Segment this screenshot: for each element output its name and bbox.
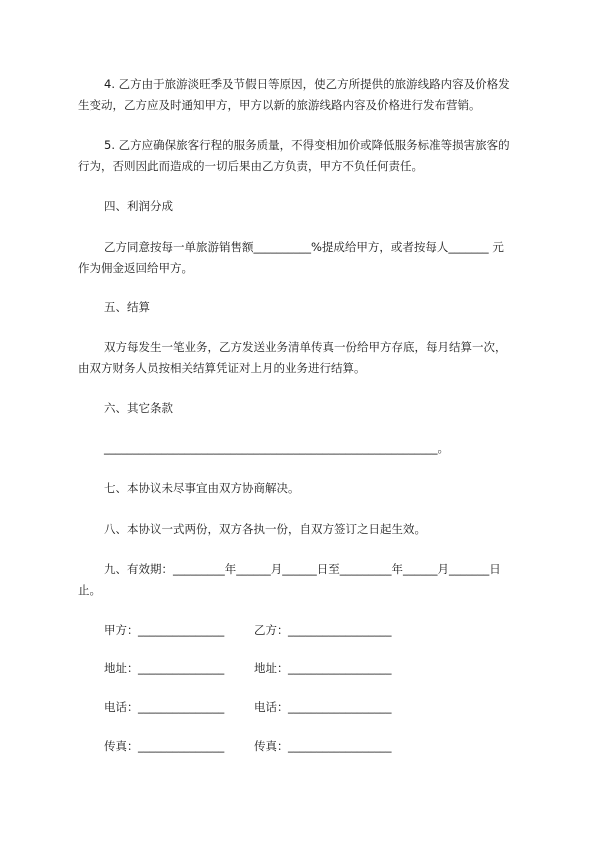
fax-b-label: 传真： [254,739,289,753]
section-7-text: 七、本协议未尽事宜由双方协商解决。 [104,481,300,495]
section-4-line-1: 乙方同意按每一单旅游销售额__________%提成给甲方，或者按每人_______ 元 [104,240,504,254]
section-6-blank-line: __________________________________________________________。 [104,441,449,455]
section-5-heading: 五、结算 [104,300,150,314]
address-a-blank: _______________ [138,661,225,675]
section-8-text: 八、本协议一式两份，双方各执一份，自双方签订之日起生效。 [104,522,426,536]
phone-a-label: 电话： [104,700,139,714]
clause-5-line-2: 行为，否则因此而造成的一切后果由乙方负责，甲方不负任何责任。 [78,159,423,173]
clause-5-line-1: 5. 乙方应确保旅客行程的服务质量，不得变相加价或降低服务标准等损害旅客的 [104,138,510,152]
clause-4-line-1: 4. 乙方由于旅游淡旺季及节假日等原因，使乙方所提供的旅游线路内容及价格发 [104,77,510,91]
section-4-heading: 四、利润分成 [104,199,173,213]
party-a-label: 甲方： [104,623,139,637]
party-b-blank: __________________ [288,623,392,637]
party-b-label: 乙方： [254,623,289,637]
fax-b-blank: __________________ [288,739,392,753]
phone-b-blank: __________________ [288,700,392,714]
clause-4-line-2: 生变动，乙方应及时通知甲方，甲方以新的旅游线路内容及价格进行发布营销。 [78,98,481,112]
fax-a-blank: _______________ [138,739,225,753]
section-9-line-2: 止。 [78,583,101,597]
address-b-blank: __________________ [288,661,392,675]
section-4-line-2: 作为佣金返回给甲方。 [78,261,193,275]
section-9-line-1: 九、有效期：_________年______月______日至_________年______月_______日 [104,562,501,576]
section-5-line-1: 双方每发生一笔业务，乙方发送业务清单传真一份给甲方存底，每月结算一次， [104,340,507,354]
party-a-blank: _______________ [138,623,225,637]
section-5-line-2: 由双方财务人员按相关结算凭证对上月的业务进行结算。 [78,361,366,375]
phone-b-label: 电话： [254,700,289,714]
phone-a-blank: _______________ [138,700,225,714]
section-6-heading: 六、其它条款 [104,401,173,415]
address-b-label: 地址： [254,661,289,675]
address-a-label: 地址： [104,661,139,675]
fax-a-label: 传真： [104,739,139,753]
